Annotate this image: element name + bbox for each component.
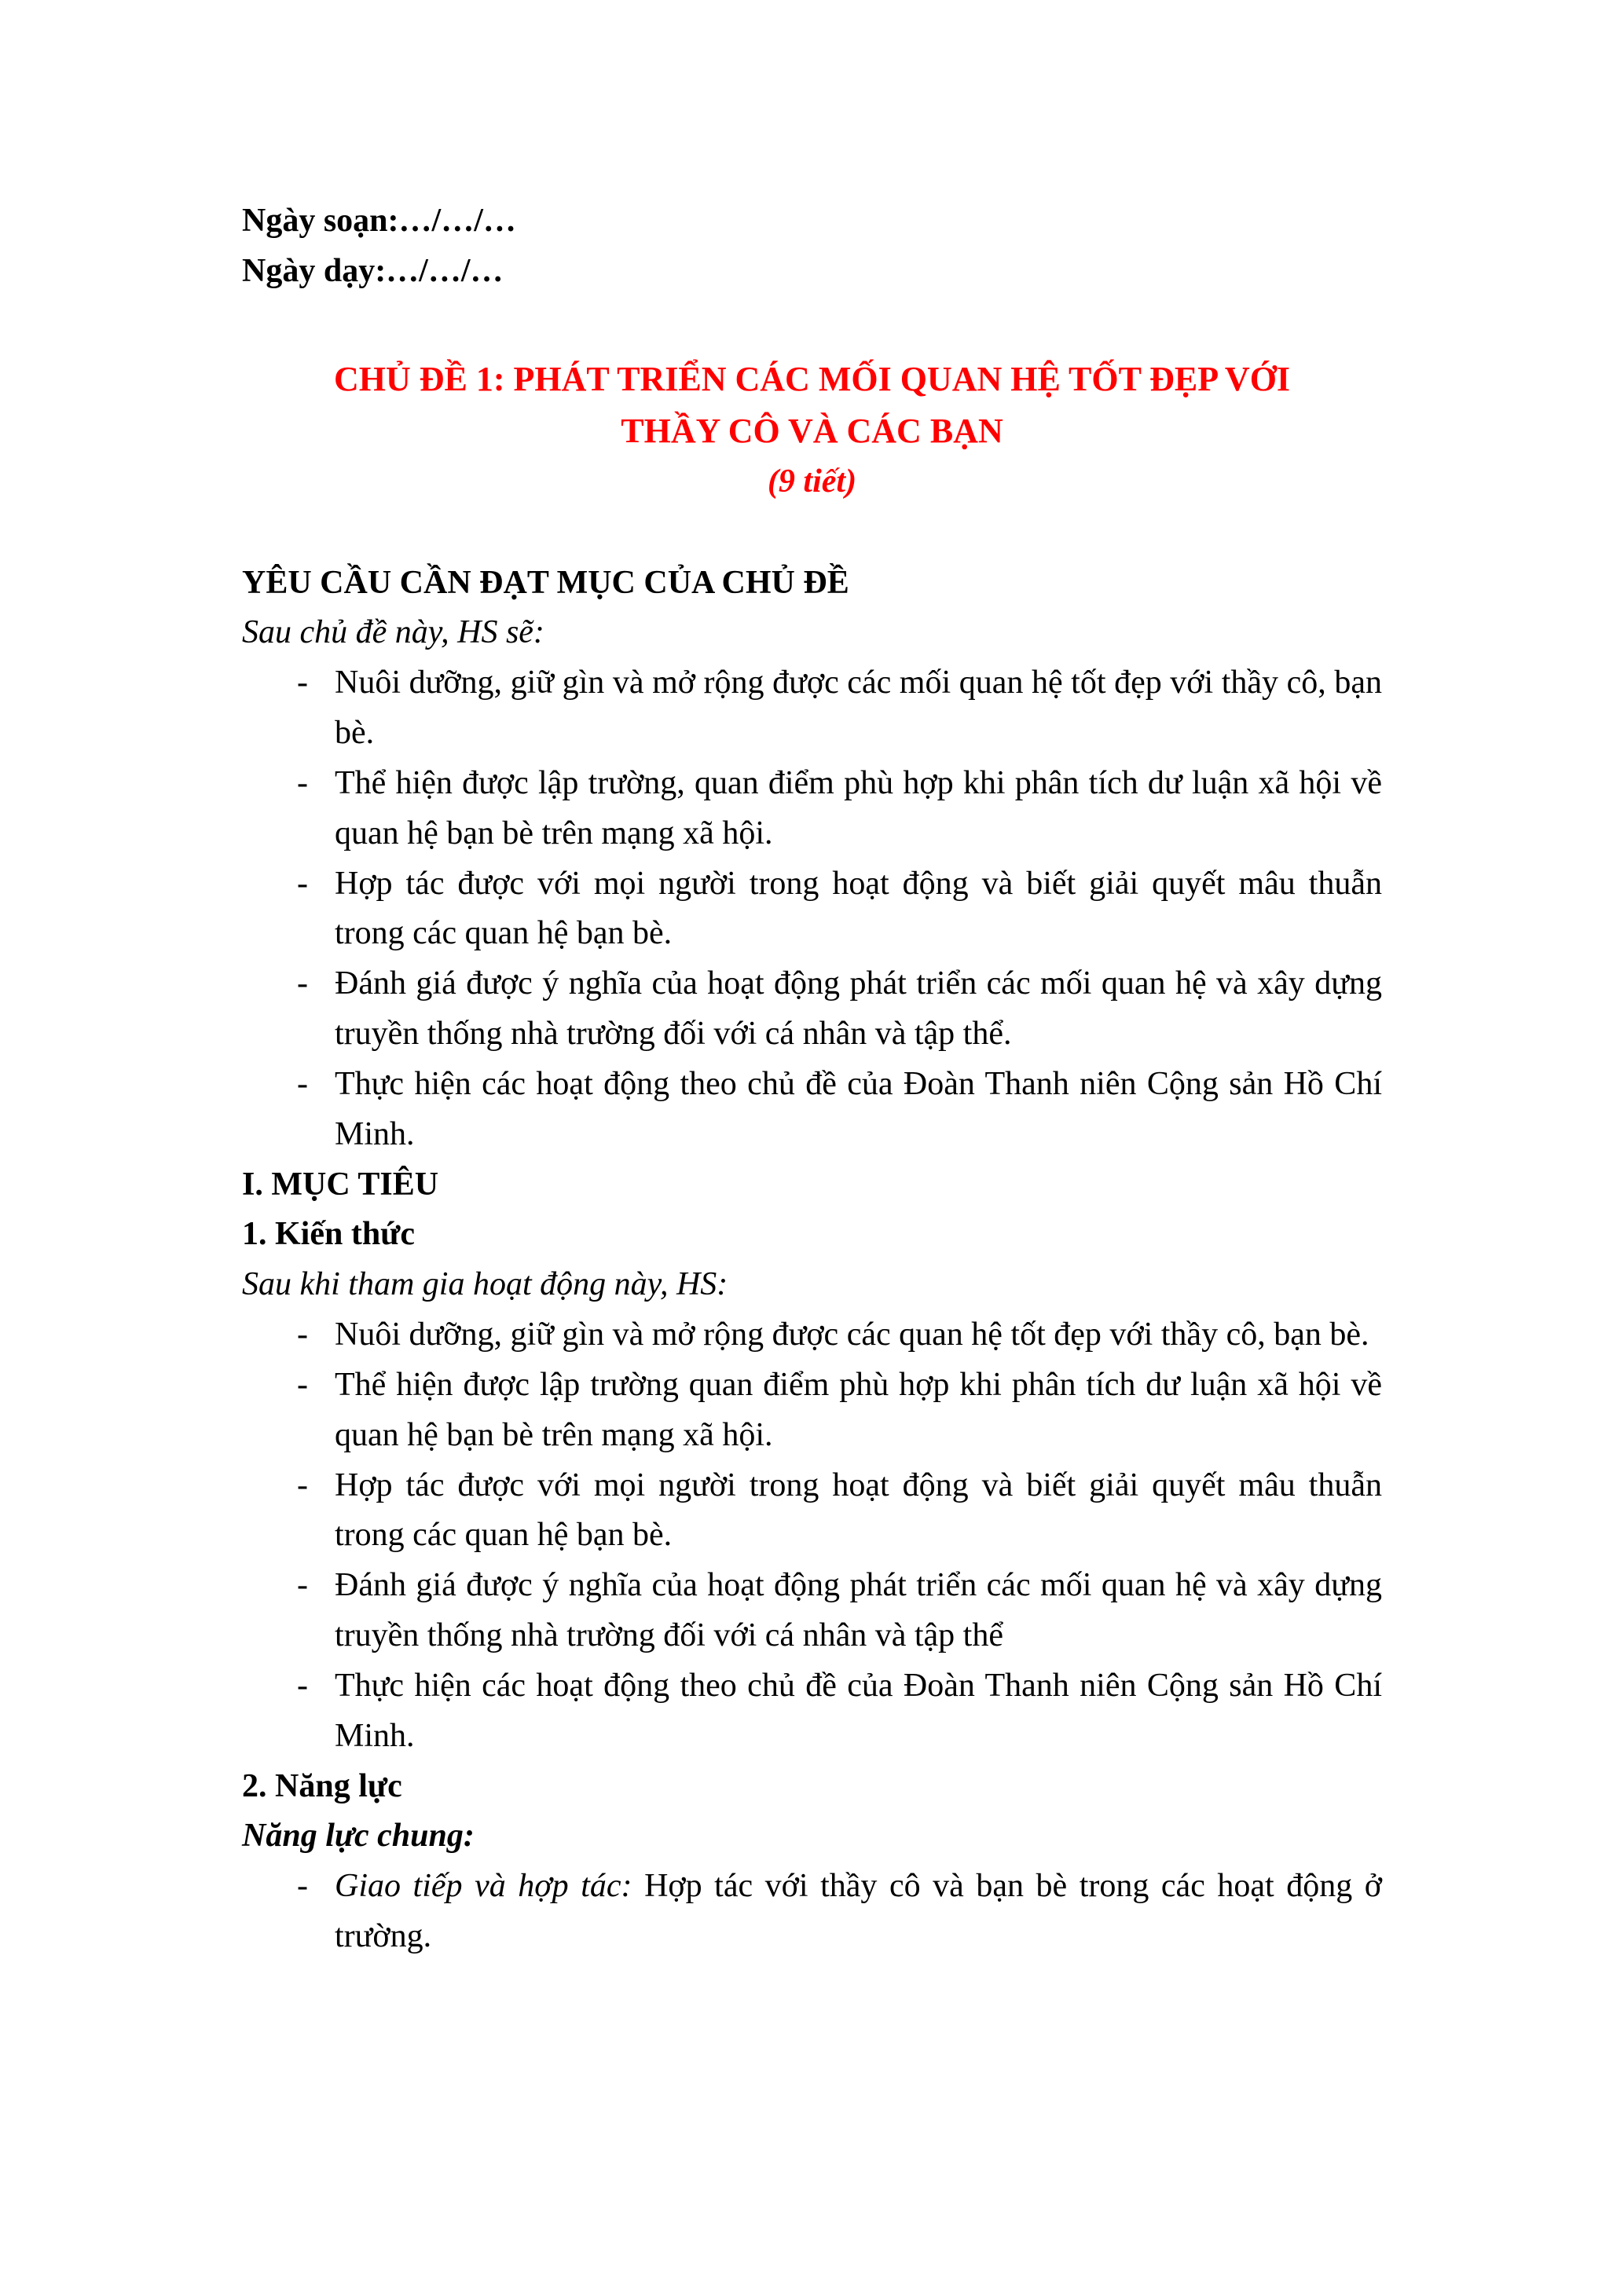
list-item: - Hợp tác được với mọi người trong hoạt động và biết giải quyết mâu thuẫn trong các quan hệ bạn bè. <box>242 859 1382 960</box>
list-item: - Đánh giá được ý nghĩa của hoạt động phát triển các mối quan hệ và xây dựng truyền thống nhà trường đối với cá nhân và tập thể. <box>242 959 1382 1060</box>
chapter-title-line2: THẦY CÔ VÀ CÁC BẠN <box>621 411 1003 450</box>
list-item <box>242 1862 1382 1962</box>
list-item: - Đánh giá được ý nghĩa của hoạt động phát triển các mối quan hệ và xây dựng truyền thống nhà trường đối với cá nhân và tập thể <box>242 1561 1382 1661</box>
requirements-list <box>242 658 1382 1159</box>
competencies-list <box>242 1862 1382 1962</box>
list-item-text: Hợp tác với thầy cô và bạn bè trong các hoạt động ở trường. <box>335 1868 1382 1955</box>
date-taught-line: Ngày dạy:…/…/… <box>242 252 504 289</box>
list-item: - Nuôi dưỡng, giữ gìn và mở rộng được các quan hệ tốt đẹp với thầy cô, bạn bè. <box>242 1310 1382 1360</box>
knowledge-list <box>242 1310 1382 1761</box>
list-item: - Thực hiện các hoạt động theo chủ đề của Đoàn Thanh niên Cộng sản Hồ Chí Minh. <box>242 1661 1382 1762</box>
list-item: - Thể hiện được lập trường, quan điểm phù hợp khi phân tích dư luận xã hội về quan hệ bạn bè trên mạng xã hội. <box>242 759 1382 859</box>
knowledge-heading: 1. Kiến thức <box>242 1216 416 1253</box>
competencies-heading: 2. Năng lực <box>242 1767 402 1804</box>
requirements-heading: YÊU CẦU CẦN ĐẠT MỤC CỦA CHỦ ĐỀ <box>242 564 849 601</box>
chapter-title <box>242 353 1382 457</box>
chapter-title-line1: CHỦ ĐỀ 1: PHÁT TRIỂN CÁC MỐI QUAN HỆ TỐT ĐẸP VỚI <box>333 359 1291 398</box>
knowledge-intro: Sau khi tham gia hoạt động này, HS: <box>242 1266 728 1303</box>
list-item: - Hợp tác được với mọi người trong hoạt động và biết giải quyết mâu thuẫn trong các quan hệ bạn bè. <box>242 1461 1382 1562</box>
list-item: - Thể hiện được lập trường quan điểm phù hợp khi phân tích dư luận xã hội về quan hệ bạn bè trên mạng xã hội. <box>242 1360 1382 1461</box>
competencies-subheading: Năng lực chung: <box>242 1818 475 1855</box>
objectives-heading: I. MỤC TIÊU <box>242 1166 439 1203</box>
duration-note: (9 tiết) <box>767 463 857 500</box>
requirements-intro: Sau chủ đề này, HS sẽ: <box>242 614 544 651</box>
list-item: - Thực hiện các hoạt động theo chủ đề của Đoàn Thanh niên Cộng sản Hồ Chí Minh. <box>242 1060 1382 1160</box>
date-prepared-line: Ngày soạn:…/…/… <box>242 203 516 239</box>
list-item-label: Giao tiếp và hợp tác: <box>335 1868 632 1905</box>
list-item: - Nuôi dưỡng, giữ gìn và mở rộng được các mối quan hệ tốt đẹp với thầy cô, bạn bè. <box>242 658 1382 759</box>
